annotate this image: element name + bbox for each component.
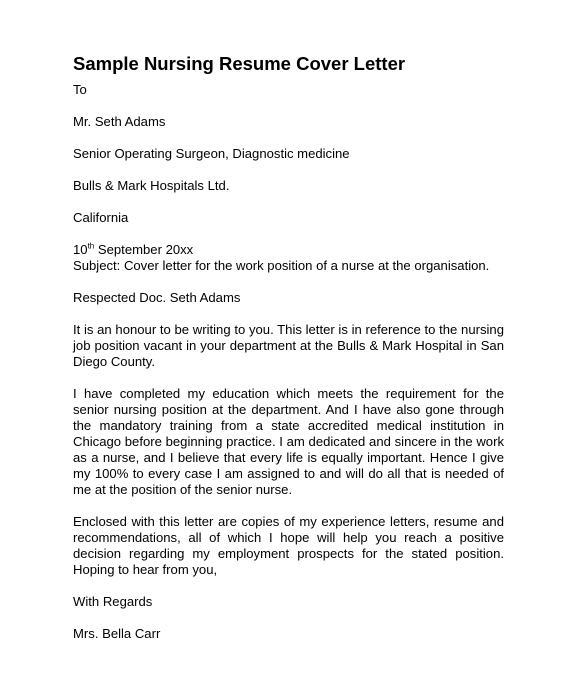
closing: With Regards bbox=[73, 594, 153, 609]
paragraph-enclosures: Enclosed with this letter are copies of my experience letters, resume and recommendations, all of which I hope will help you reach a positive decision regarding my employment prospects for the stated position. Hoping to hear from you, bbox=[73, 514, 504, 577]
letter-subject: Subject: Cover letter for the work position of a nurse at the organisation. bbox=[73, 258, 490, 273]
signature: Mrs. Bella Carr bbox=[73, 626, 161, 641]
paragraph-qualifications: I have completed my education which meets the requirement for the senior nursing position at the department. And I have also gone through the mandatory training from a state accredited medical institution in Chicago before beginning practice. I am dedicated and sincere in the work as a nurse, and I believe that every life is equally important. Hence I give my 100% to every case I am assigned to and will do all that is needed of me at the position of the senior nurse. bbox=[73, 386, 504, 497]
recipient-to: To bbox=[73, 82, 87, 97]
letter-body bbox=[73, 52, 504, 642]
letter-date bbox=[73, 242, 504, 258]
date-day: 10 bbox=[73, 242, 88, 257]
recipient-name: Mr. Seth Adams bbox=[73, 114, 166, 129]
date-rest: September 20xx bbox=[94, 242, 194, 257]
document-title: Sample Nursing Resume Cover Letter bbox=[73, 53, 406, 74]
recipient-organisation: Bulls & Mark Hospitals Ltd. bbox=[73, 178, 230, 193]
date-suffix: th bbox=[87, 241, 95, 251]
salutation: Respected Doc. Seth Adams bbox=[73, 290, 241, 305]
recipient-location: California bbox=[73, 210, 129, 225]
recipient-position: Senior Operating Surgeon, Diagnostic medicine bbox=[73, 146, 350, 161]
paragraph-intro: It is an honour to be writing to you. This letter is in reference to the nursing job position vacant in your department at the Bulls & Mark Hospital in San Diego County. bbox=[73, 322, 504, 369]
